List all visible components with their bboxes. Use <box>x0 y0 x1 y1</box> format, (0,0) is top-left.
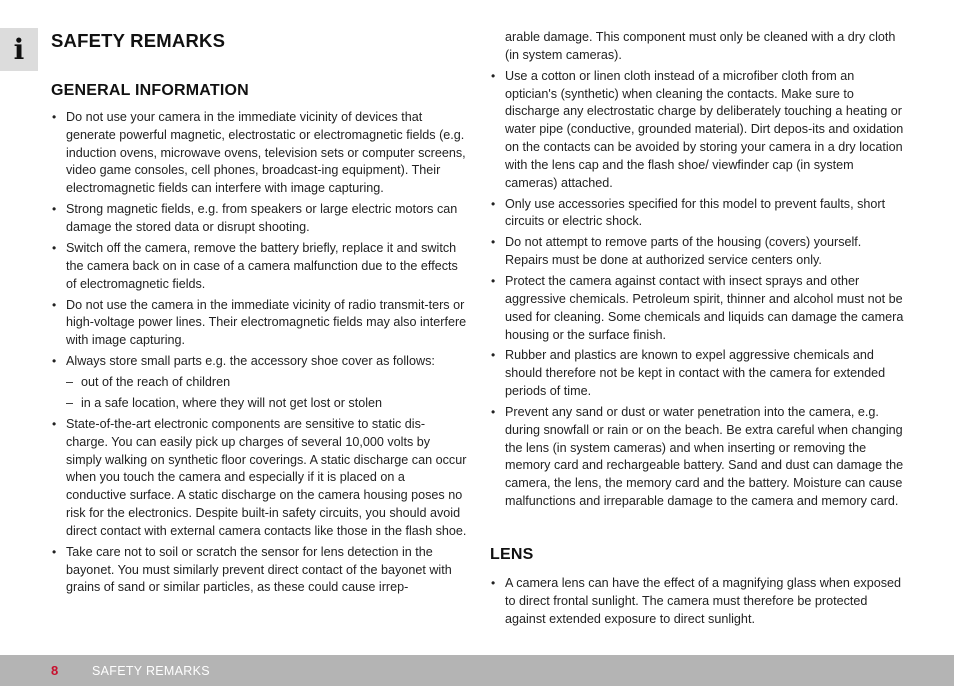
page-title: SAFETY REMARKS <box>51 30 226 51</box>
list-item: • Use a cotton or linen cloth instead of a microfiber cloth from an optician's (synthetic) when cleaning the contacts. Make sure to discharge any electrostatic charge by deliberately touching a heating or water pipe (conductive, grounded material). Dirt depos-its and oxidation on the contacts can be avoided by storing your camera in a dry location with the lens cap and the flash shoe/ viewfinder cap (in system cameras) attached. <box>490 68 906 193</box>
info-icon: i <box>13 32 25 66</box>
section-heading-lens: LENS <box>490 546 534 563</box>
list-item: • Protect the camera against contact with insect sprays and other aggressive chemicals. Petroleum spirit, thinner and alcohol must not be used for cleaning. Some chemicals and liquids can damage the camera housing or the surface finish. <box>490 273 906 344</box>
footer-section-label: SAFETY REMARKS <box>92 663 210 678</box>
list-item: • Rubber and plastics are known to expel aggressive chemicals and should therefore not be kept in contact with the camera for extended periods of time. <box>490 347 906 400</box>
list-item: • Always store small parts e.g. the accessory shoe cover as follows: <box>51 353 467 371</box>
section-heading-general: GENERAL INFORMATION <box>51 82 249 99</box>
sub-list-item: – out of the reach of children <box>51 374 467 392</box>
lens-list <box>490 575 906 632</box>
page-footer <box>0 655 954 686</box>
list-item: • Take care not to soil or scratch the sensor for lens detection in the bayonet. You must similarly prevent direct contact of the bayonet with grains of sand or similar particles, as these could cause irrep- <box>51 544 467 597</box>
list-item: • Prevent any sand or dust or water penetration into the camera, e.g. during snowfall or rain or on the beach. Be extra careful when changing the lens (in system cameras) and when inserting or removing the memory card and rechargeable battery. Sand and dust can damage the camera, the lens, the memory card and the battery. Moisture can cause malfunctions and irreparable damage to the camera and memory card. <box>490 404 906 511</box>
list-item: • Only use accessories specified for this model to prevent faults, short circuits or electric shock. <box>490 196 906 232</box>
list-item-continuation: arable damage. This component must only be cleaned with a dry cloth (in system cameras). <box>505 30 896 62</box>
general-list <box>51 109 467 600</box>
list-item: • Do not use your camera in the immediate vicinity of devices that generate powerful magnetic, electrostatic or electromagnetic fields (e.g. induction ovens, microwave ovens, television sets or computer screens, video game consoles, cell phones, broadcast-ing equipment). Their electromagnetic fields can interfere with image capturing. <box>51 109 467 198</box>
list-item: • Strong magnetic fields, e.g. from speakers or large electric motors can damage the stored data or disrupt shooting. <box>51 201 467 237</box>
list-item: • Do not use the camera in the immediate vicinity of radio transmit-ters or high-voltage power lines. Their electromagnetic fields may also interfere with image capturing. <box>51 297 467 350</box>
list-item: • A camera lens can have the effect of a magnifying glass when exposed to direct frontal sunlight. The camera must therefore be protected against extended exposure to direct sunlight. <box>490 575 906 628</box>
list-item: • Do not attempt to remove parts of the housing (covers) yourself. Repairs must be done at authorized service centers only. <box>490 234 906 270</box>
list-item: • State-of-the-art electronic components are sensitive to static dis-charge. You can easily pick up charges of several 10,000 volts by simply walking on synthetic floor coverings. A static discharge can occur when you touch the camera and especially if it is placed on a conductive surface. A static discharge on the camera housing poses no risk for the electronics. Despite built-in safety circuits, you should avoid direct contact with external camera contacts like those in the flash shoe. <box>51 416 467 541</box>
list-item: • Switch off the camera, remove the battery briefly, replace it and switch the camera back on in case of a camera malfunction due to the effects of electromagnetic fields. <box>51 240 467 293</box>
info-tab <box>0 28 38 71</box>
general-list-continued <box>490 29 906 514</box>
page-number: 8 <box>51 663 59 678</box>
sub-list-item: – in a safe location, where they will not get lost or stolen <box>51 395 467 413</box>
